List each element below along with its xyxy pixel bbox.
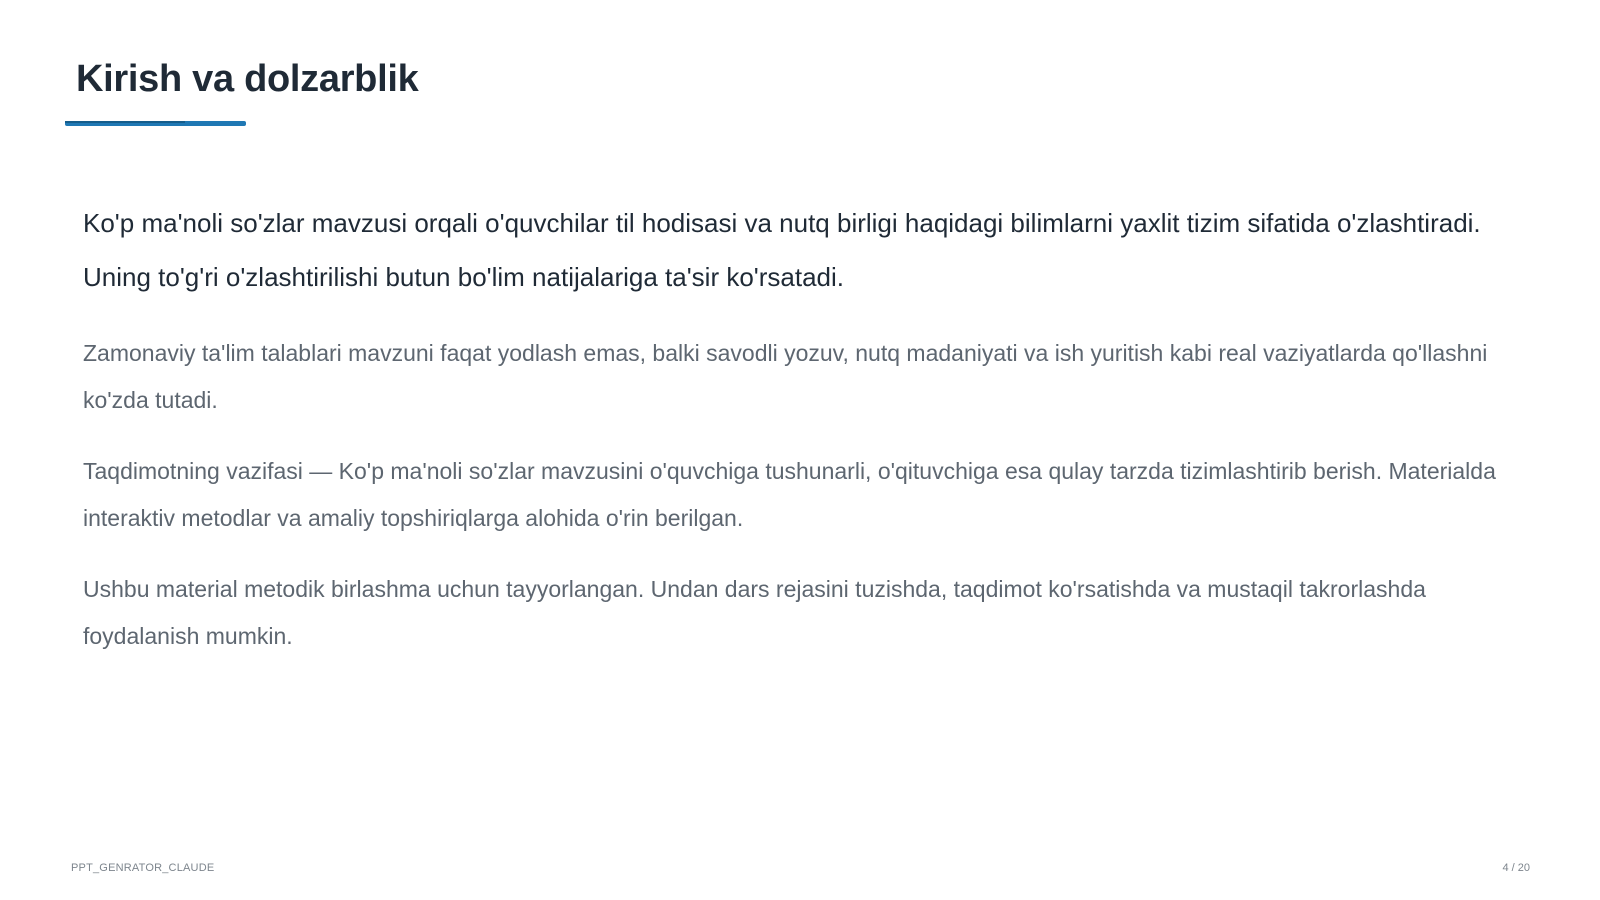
page-indicator: 4 / 20	[1502, 862, 1530, 874]
body-paragraph: Taqdimotning vazifasi — Ko'p ma'noli so'zlar mavzusini o'quvchiga tushunarli, o'qituvchiga esa qulay tarzda tizimlashtirib berish. Materialda interaktiv metodlar va amaliy topshiriqlarga alohida o'rin berilgan.	[83, 458, 1496, 531]
lead-paragraph: Ko'p ma'noli so'zlar mavzusi orqali o'quvchilar til hodisasi va nutq birligi haqidagi bilimlarni yaxlit tizim sifatida o'zlashtiradi. Uning to'g'ri o'zlashtirilishi butun bo'lim natijalariga ta'sir ko'rsatadi.	[83, 208, 1481, 292]
slide-title: Kirish va dolzarblik	[76, 58, 419, 100]
body-paragraph: Ushbu material metodik birlashma uchun tayyorlangan. Undan dars rejasini tuzishda, taqdimot ko'rsatishda va mustaqil takrorlashda foydalanish mumkin.	[83, 576, 1426, 649]
footer-brand: PPT_GENRATOR_CLAUDE	[71, 862, 215, 874]
body-paragraph: Zamonaviy ta'lim talablari mavzuni faqat yodlash emas, balki savodli yozuv, nutq madaniyati va ish yuritish kabi real vaziyatlarda qo'llashni ko'zda tutadi.	[83, 340, 1488, 413]
title-underline-accent	[65, 121, 185, 123]
slide-content	[83, 196, 1523, 684]
title-underline	[65, 121, 246, 126]
